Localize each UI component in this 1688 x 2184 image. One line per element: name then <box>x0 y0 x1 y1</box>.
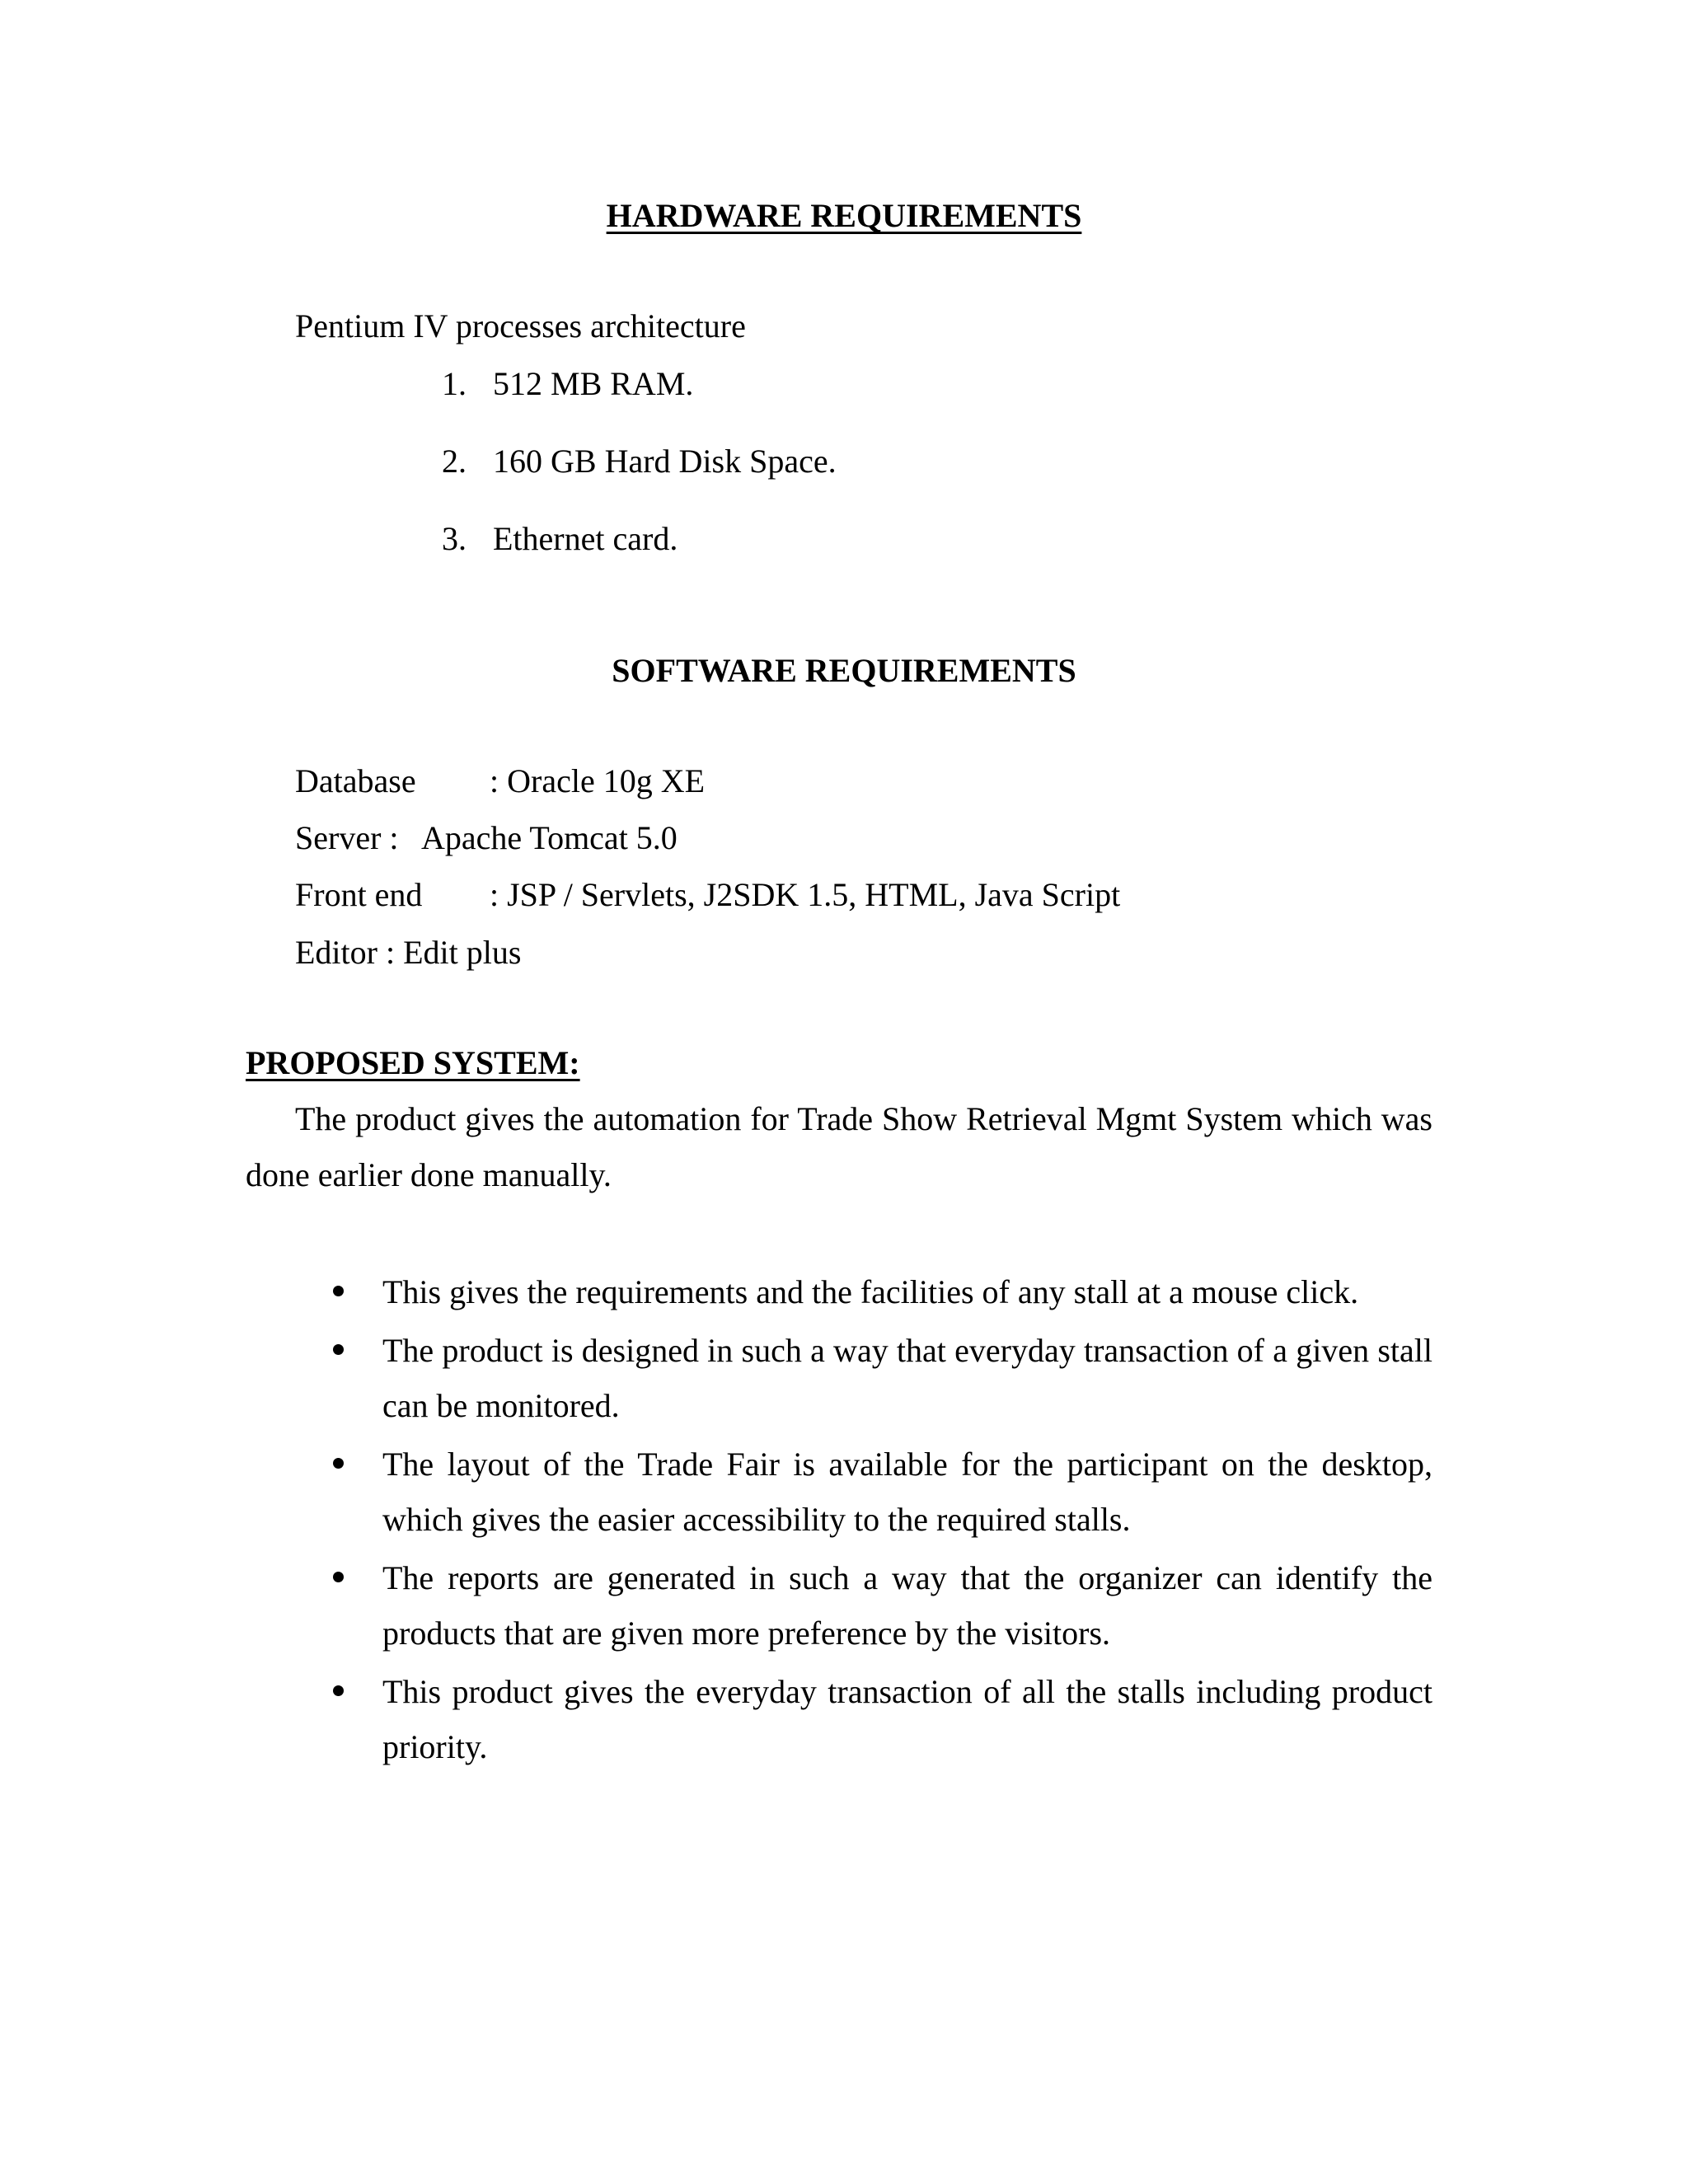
bullet-text: The reports are generated in such a way that the organizer can identify the products that are given more preference by the visitors. <box>382 1559 1432 1652</box>
list-item <box>328 1323 1432 1433</box>
list-item <box>328 1550 1432 1661</box>
bullet-icon <box>333 1344 344 1355</box>
software-label-frontend: Front end <box>295 876 423 913</box>
hardware-item-ram: 512 MB RAM. <box>493 365 694 402</box>
software-value-frontend: : JSP / Servlets, J2SDK 1.5, HTML, Java Script <box>490 876 1121 913</box>
hardware-item-ethernet: Ethernet card. <box>493 520 678 557</box>
software-label-editor: Editor : Edit plus <box>295 934 522 971</box>
bullet-text: The layout of the Trade Fair is available for the participant on the desktop, which gives the easier accessibility to the required stalls. <box>382 1446 1432 1538</box>
hardware-requirements-heading: HARDWARE REQUIREMENTS <box>606 197 1082 234</box>
bullet-text: The product is designed in such a way that everyday transaction of a given stall can be monitored. <box>382 1332 1432 1424</box>
list-item <box>328 1664 1432 1774</box>
bullet-icon <box>333 1685 344 1696</box>
bullet-icon <box>333 1572 344 1582</box>
list-item <box>328 1264 1432 1319</box>
hardware-item-disk: 160 GB Hard Disk Space. <box>493 443 837 480</box>
bullet-icon <box>333 1458 344 1469</box>
bullet-text: This gives the requirements and the facilities of any stall at a mouse click. <box>382 1273 1359 1310</box>
hardware-intro: Pentium IV processes architecture <box>295 307 746 344</box>
software-value-database: : Oracle 10g XE <box>490 762 706 799</box>
hardware-item-number: 1. <box>442 365 467 402</box>
software-label-server: Server : <box>295 819 399 856</box>
proposed-system-bullet-list <box>328 1264 1432 1778</box>
bullet-icon <box>333 1286 344 1296</box>
bullet-text: This product gives the everyday transaction of all the stalls including product priority. <box>382 1673 1432 1765</box>
software-label-database: Database <box>295 762 416 799</box>
proposed-system-paragraph: The product gives the automation for Trade Show Retrieval Mgmt System which was done earlier done manually. <box>246 1100 1432 1193</box>
hardware-item-number: 2. <box>442 443 467 480</box>
hardware-item-number: 3. <box>442 520 467 557</box>
list-item <box>328 1436 1432 1547</box>
software-requirements-heading: SOFTWARE REQUIREMENTS <box>612 652 1076 689</box>
software-value-server: Apache Tomcat 5.0 <box>421 819 678 856</box>
proposed-system-heading: PROPOSED SYSTEM: <box>246 1044 580 1081</box>
